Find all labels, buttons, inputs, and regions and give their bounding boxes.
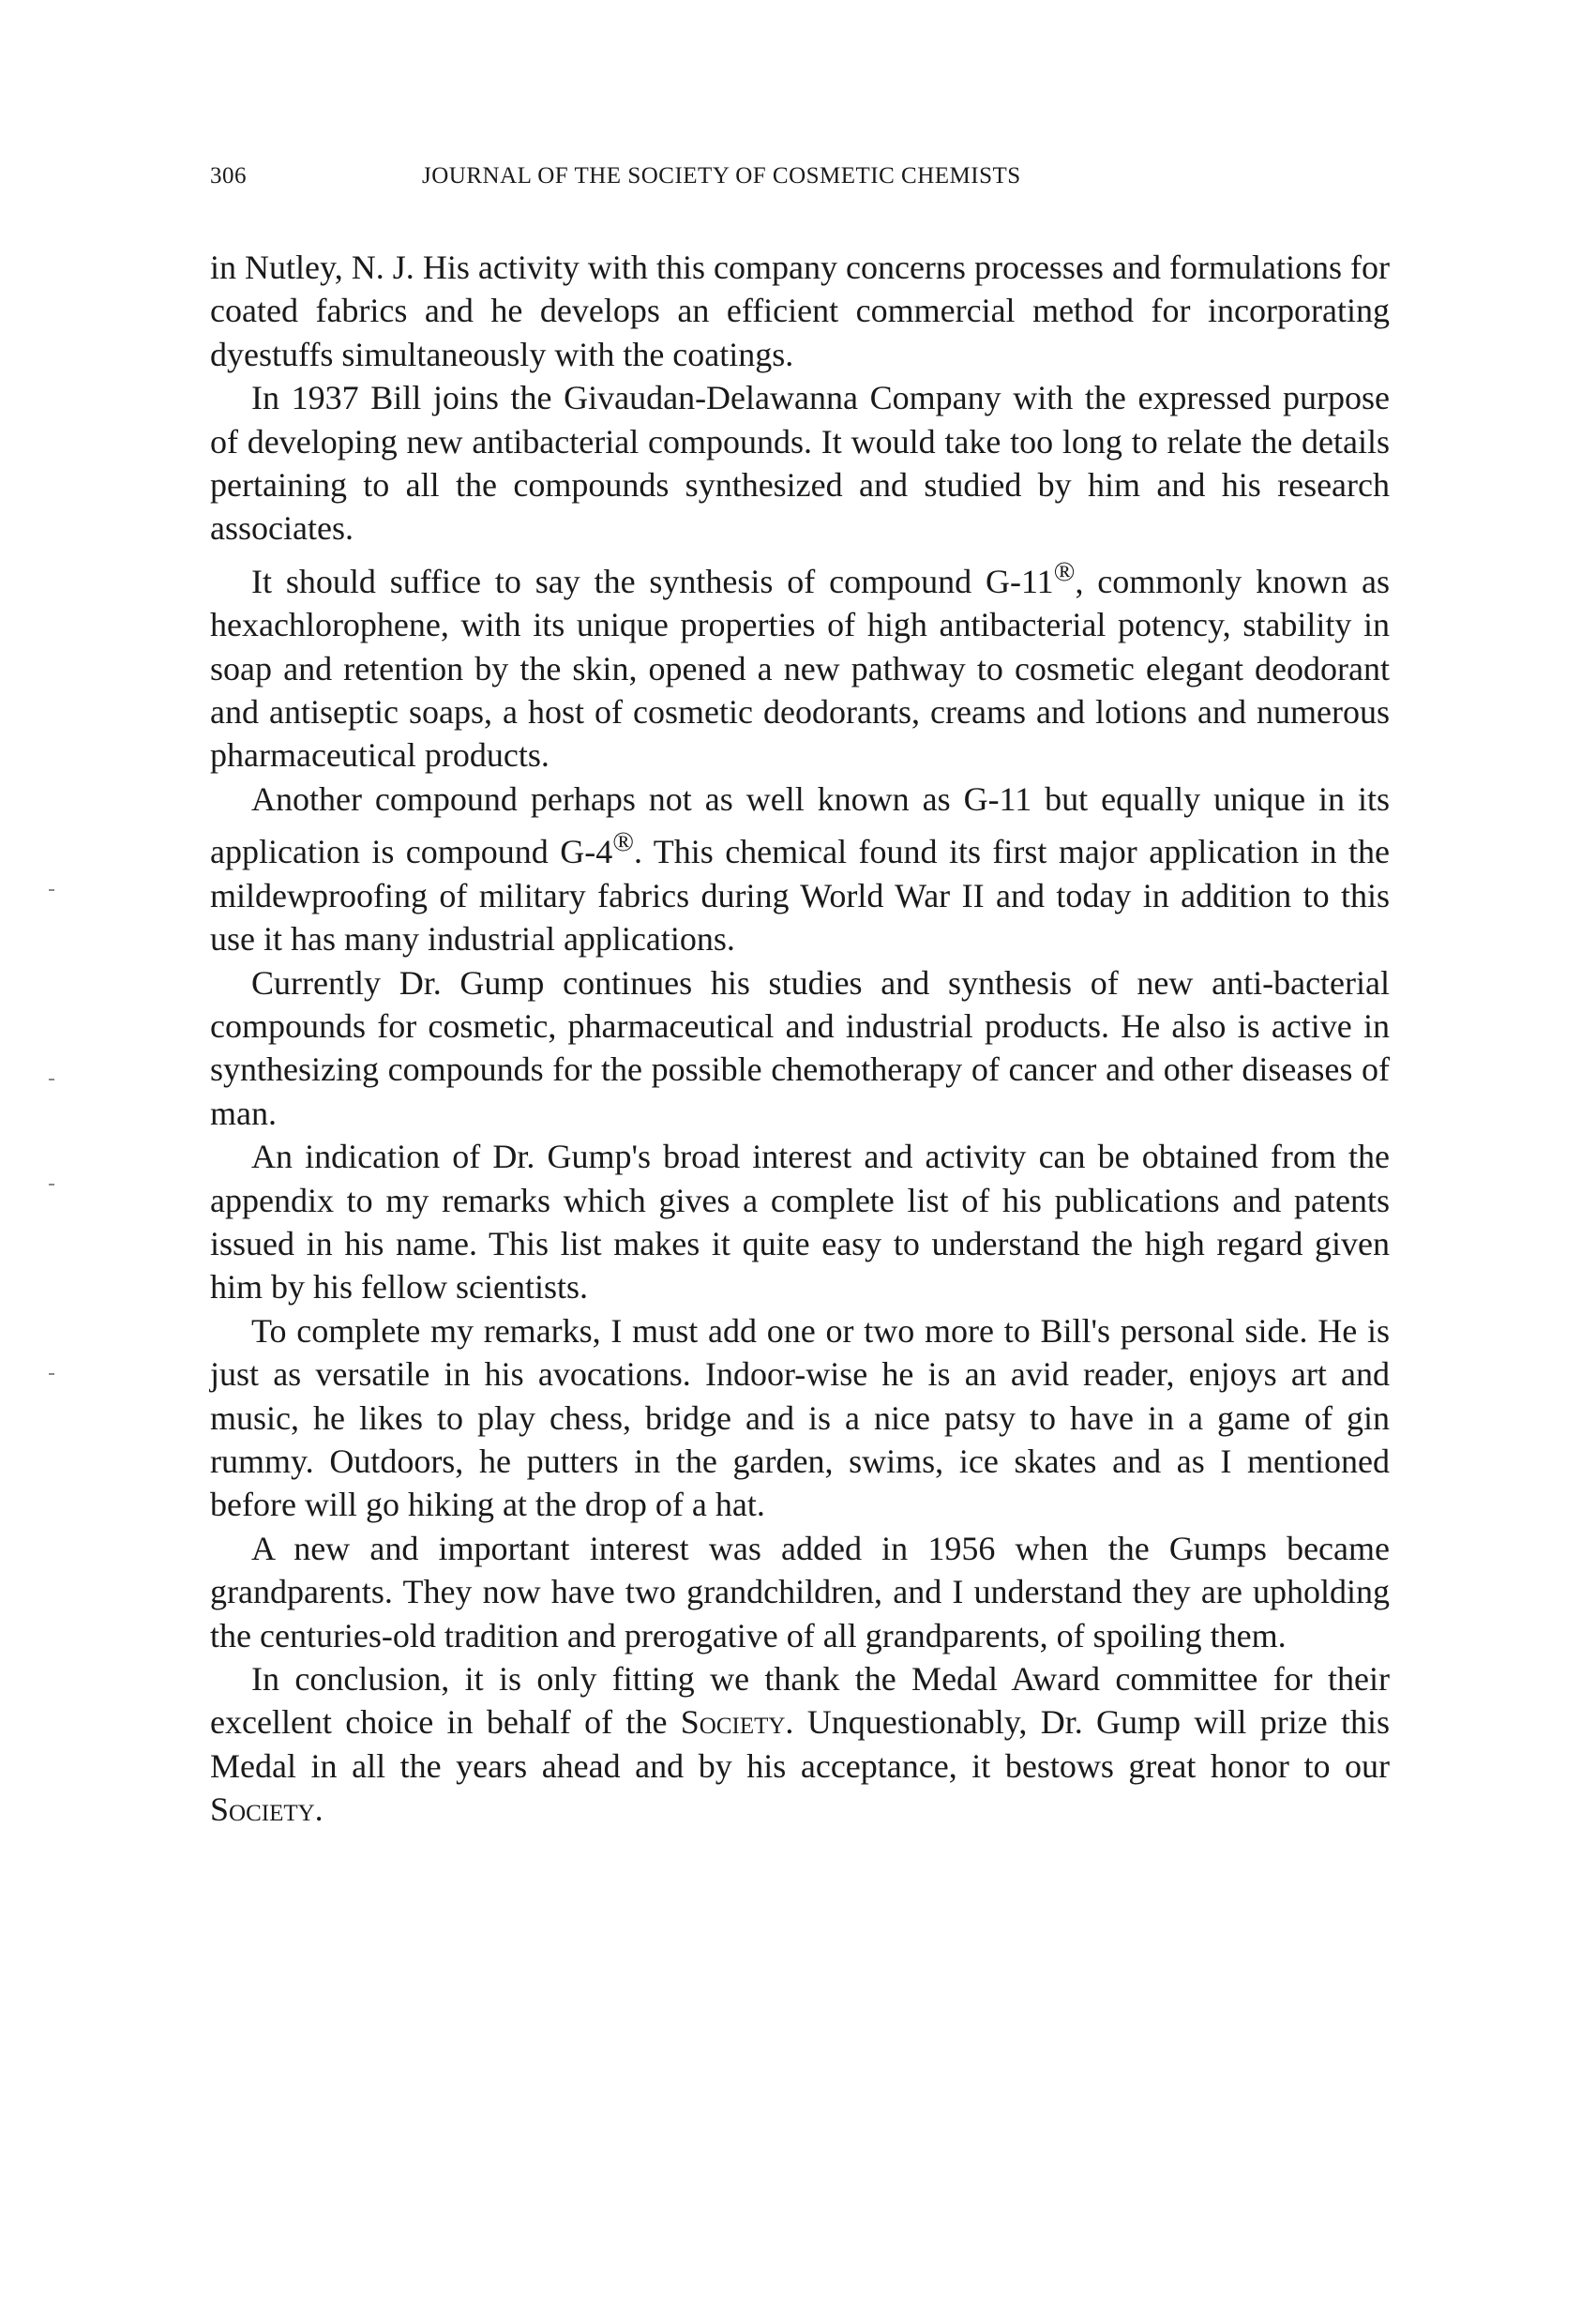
paragraph-text: Another compound perhaps not as well known as G-11 but equally unique in its application is compound G-4 [210, 779, 1390, 871]
journal-title: JOURNAL OF THE SOCIETY OF COSMETIC CHEMISTS [422, 163, 1021, 189]
registered-mark: ® [612, 826, 634, 858]
paragraph: in Nutley, N. J. His activity with this company concerns processes and formulations for coated fabrics and he develops an efficient commercial method for incorporating dyestuffs simultaneously with the coatings. [210, 249, 1390, 373]
margin-mark [49, 1184, 54, 1186]
paragraph: A new and important interest was added in 1956 when the Gumps became grandparents. They now have two grandchildren, and I understand they are upholding the centuries-old tradition and prerogative of all grandparents, of spoiling them. [210, 1529, 1390, 1654]
paragraph-text: In conclusion, it is only fitting we thank the Medal Award committee for their excellent choice in behalf of the [210, 1660, 1390, 1742]
article-body [210, 246, 1390, 1832]
page-number: 306 [210, 163, 247, 189]
paragraph [210, 778, 1390, 961]
paragraph-text: . [314, 1790, 324, 1829]
margin-mark [49, 889, 54, 891]
paragraph: To complete my remarks, I must add one or two more to Bill's personal side. He is just as versatile in his avocations. Indoor-wise he is an avid reader, enjoys art and music, he likes to play chess, bridge and is a nice patsy to have in a game of gin rummy. Outdoors, he putters in the garden, swims, ice skates and as I mentioned before will go hiking at the drop of a hat. [210, 1311, 1390, 1524]
paragraph: Currently Dr. Gump continues his studies and synthesis of new anti-bacterial compounds for cosmetic, pharmaceutical and industrial products. He also is active in synthesizing compounds for the possible chemotherapy of cancer and other diseases of man. [210, 963, 1390, 1132]
paragraph [210, 551, 1390, 778]
registered-mark: ® [1053, 555, 1076, 587]
society-smallcaps: Society [210, 1790, 315, 1829]
paragraph: An indication of Dr. Gump's broad interest and activity can be obtained from the appendix to my remarks which gives a complete list of his publications and patents issued in his name. This list makes it quite easy to understand the high regard given him by his fellow scientists. [210, 1138, 1390, 1307]
margin-mark [49, 1079, 54, 1080]
paragraph-text: . This chemical found its first major application in the mildewproofing of military fabrics during World War II and today in addition to this use it has many industrial applications. [210, 833, 1390, 959]
paragraph [210, 1657, 1390, 1832]
society-smallcaps: Society [680, 1703, 786, 1742]
paragraph: In 1937 Bill joins the Givaudan-Delawanna Company with the expressed purpose of developing new antibacterial compounds. It would take too long to relate the details pertaining to all the compounds synthesized and studied by him and his research associates. [210, 379, 1390, 548]
running-head [210, 163, 1401, 201]
paragraph-text: . Unquestionably, Dr. Gump will prize this Medal in all the years ahead and by his acceptance, it bestows great honor to our [210, 1703, 1390, 1785]
margin-mark [49, 1373, 54, 1375]
paragraph-text: It should suffice to say the synthesis of compound G-11 [251, 562, 1054, 600]
paragraph-text: , commonly known as hexachlorophene, with its unique properties of high antibacterial potency, stability in soap and retention by the skin, opened a new pathway to cosmetic elegant deodorant and antiseptic soaps, a host of cosmetic deodorants, creams and lotions and numerous pharmaceutical products. [210, 562, 1390, 775]
